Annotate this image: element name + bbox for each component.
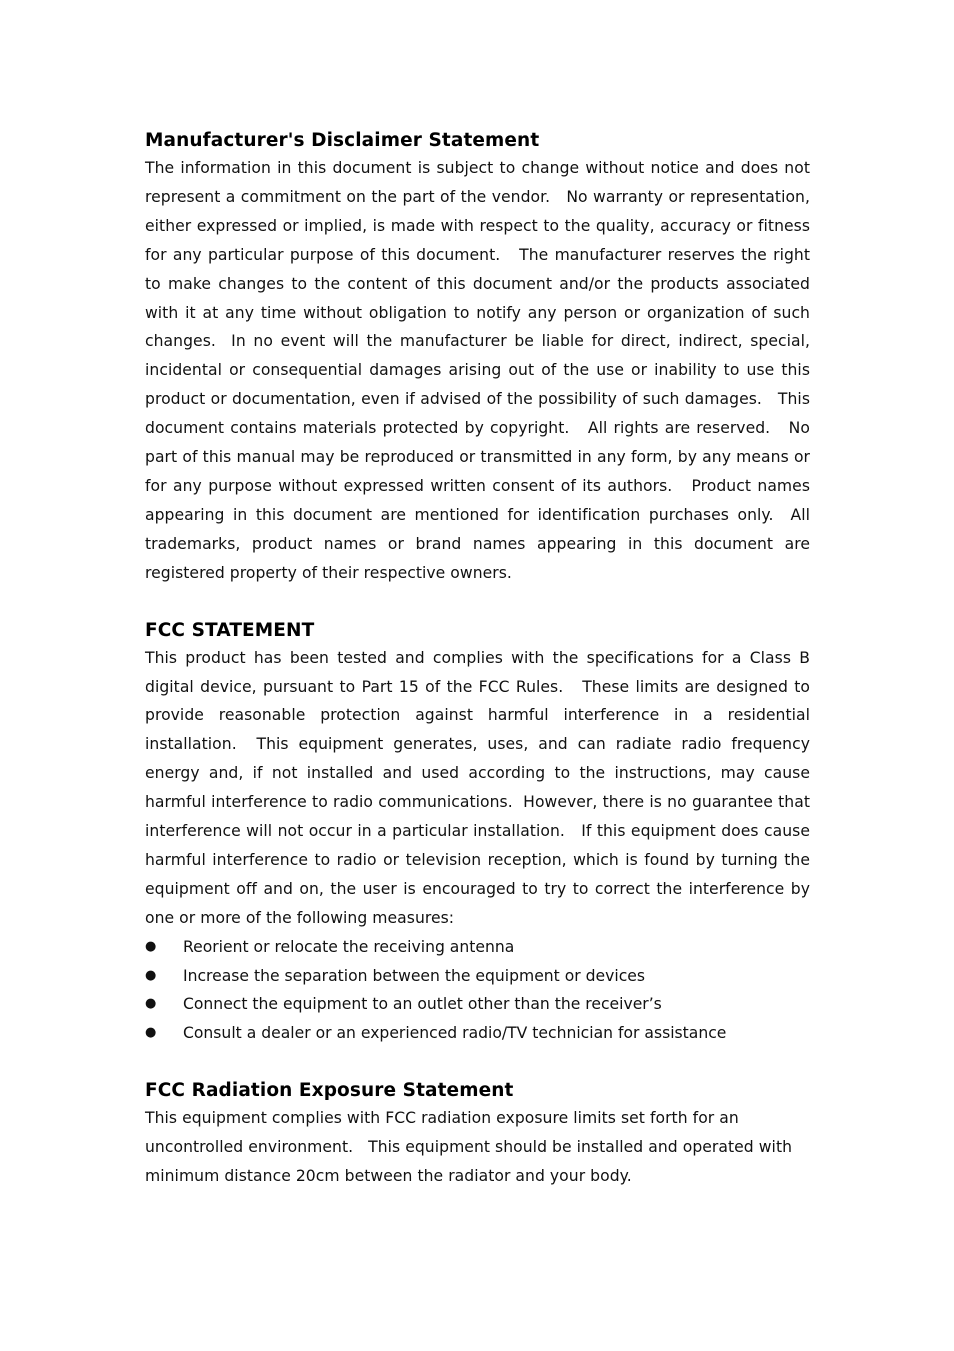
bullet-icon: ● [145,938,157,954]
measure-text: Reorient or relocate the receiving antenna [183,937,515,956]
document-page [145,127,816,1220]
bullet-icon: ● [145,996,157,1012]
disclaimer-paragraph: The information in this document is subject to change without notice and does not represent a commitment on the part of the vendor. No warranty or representation, either expressed or implied, is made with respect to the quality, accuracy or fitness for any particular purpose of this document. The manufacturer reserves the right to make changes to the content of this document and/or the products associated with it at any time without obligation to notify any person or organization of such changes. In no event will the manufacturer be liable for direct, indirect, special, incidental or consequential damages arising out of the use or inability to use this product or documentation, even if advised of the possibility of such damages. This document contains materials protected by copyright. All rights are reserved. No part of this manual may be reproduced or transmitted in any form, by any means or for any purpose without expressed written consent of its authors. Product names appearing in this document are mentioned for identification purchases only. All trademarks, product names or brand names appearing in this document are registered property of their respective owners. [145,159,816,582]
fcc-heading: FCC STATEMENT [145,619,315,641]
list-item [145,1019,810,1048]
radiation-heading: FCC Radiation Exposure Statement [145,1080,514,1102]
disclaimer-heading: Manufacturer's Disclaimer Statement [145,130,540,151]
fcc-section [145,617,816,1049]
disclaimer-section [145,127,816,588]
fcc-measures-list [145,933,810,1049]
radiation-section [145,1077,810,1191]
bullet-icon: ● [145,967,157,983]
list-item [145,962,810,991]
list-item [145,933,810,962]
bullet-icon: ● [145,1025,157,1041]
measure-text: Consult a dealer or an experienced radio/TV technician for assistance [183,1024,727,1043]
fcc-paragraph: This product has been tested and complies with the specifications for a Class B digital device, pursuant to Part 15 of the FCC Rules. These limits are designed to provide reasonable protection against harmful interference in a residential installation. This equipment generates, uses, and can radiate radio frequency energy and, if not installed and used according to the instructions, may cause harmful interference to radio communications. However, there is no guarantee that interference will not occur in a particular installation. If this equipment does cause harmful interference to radio or television reception, which is found by turning the equipment off and on, the user is encouraged to try to correct the interference by one or more of the following measures: [145,648,816,927]
radiation-paragraph: This equipment complies with FCC radiation exposure limits set forth for an uncontrolled environment. This equipment should be installed and operated with minimum distance 20cm between the radiator and your body. [145,1109,798,1186]
list-item [145,990,810,1019]
measure-text: Connect the equipment to an outlet other than the receiver’s [183,995,662,1014]
measure-text: Increase the separation between the equipment or devices [183,966,645,985]
